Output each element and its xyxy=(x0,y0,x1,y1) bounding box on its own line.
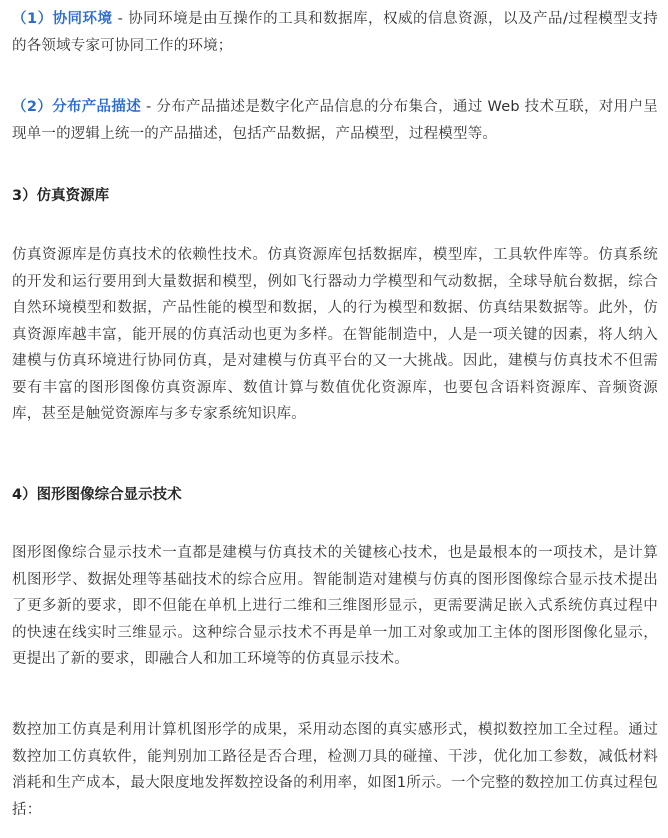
section-heading-graphics-display-technology: 4）图形图像综合显示技术 xyxy=(12,487,182,503)
item-separator: - xyxy=(112,11,129,27)
item-body-text: 分布产品描述是数字化产品信息的分布集合，通过 Web 技术互联，对用户呈现单一的逻辑上统一的产品描述，包括产品数据，产品模型，过程模型等。 xyxy=(12,99,658,142)
list-item-collaborative-environment xyxy=(12,6,658,59)
item-lead-title: （1）协同环境 xyxy=(12,11,113,27)
item-body-text: 协同环境是由互操作的工具和数据库，权威的信息资源，以及产品/过程模型支持的各领域专家可协同工作的环境； xyxy=(12,11,658,54)
section-paragraph: 图形图像综合显示技术一直都是建模与仿真技术的关键核心技术，也是最根本的一项技术，是计算机图形学、数据处理等基础技术的综合应用。智能制造对建模与仿真的图形图像综合显示技术提出了更多新的要求，即不但能在单机上进行二维和三维图形显示，更需要满足嵌入式系统仿真过程中的快速在线实时三维显示。这种综合显示技术不再是单一加工对象或加工主体的图形图像化显示，更提出了新的要求，即融合人和加工环境等的仿真显示技术。 xyxy=(12,545,658,667)
section-paragraph: 数控加工仿真是利用计算机图形学的成果，采用动态图的真实感形式，模拟数控加工全过程。通过数控加工仿真软件，能判别加工路径是否合理，检测刀具的碰撞、干涉，优化加工参数，减低材料消耗和生产成本，最大限度地发挥数控设备的利用率，如图1所示。一个完整的数控加工仿真过程包括： xyxy=(12,722,658,818)
item-lead-title: （2）分布产品描述 xyxy=(12,99,142,115)
section-heading-simulation-resource-library: 3）仿真资源库 xyxy=(12,188,110,204)
item-separator: - xyxy=(141,99,157,115)
section-paragraph: 仿真资源库是仿真技术的依赖性技术。仿真资源库包括数据库，模型库，工具软件库等。仿真系统的开发和运行要用到大量数据和模型，例如飞行器动力学模型和气动数据，全球导航台数据，综合自然环境模型和数据，产品性能的模型和数据，人的行为模型和数据、仿真结果数据等。此外，仿真资源库越丰富，能开展的仿真活动也更为多样。在智能制造中，人是一项关键的因素，将人纳入建模与仿真环境进行协同仿真，是对建模与仿真平台的又一大挑战。因此，建模与仿真技术不但需要有丰富的图形图像仿真资源库、数值计算与数值优化资源库，也要包含语料资源库、音频资源库，甚至是触觉资源库与多专家系统知识库。 xyxy=(12,247,658,422)
list-item-distributed-product-description xyxy=(12,94,658,147)
